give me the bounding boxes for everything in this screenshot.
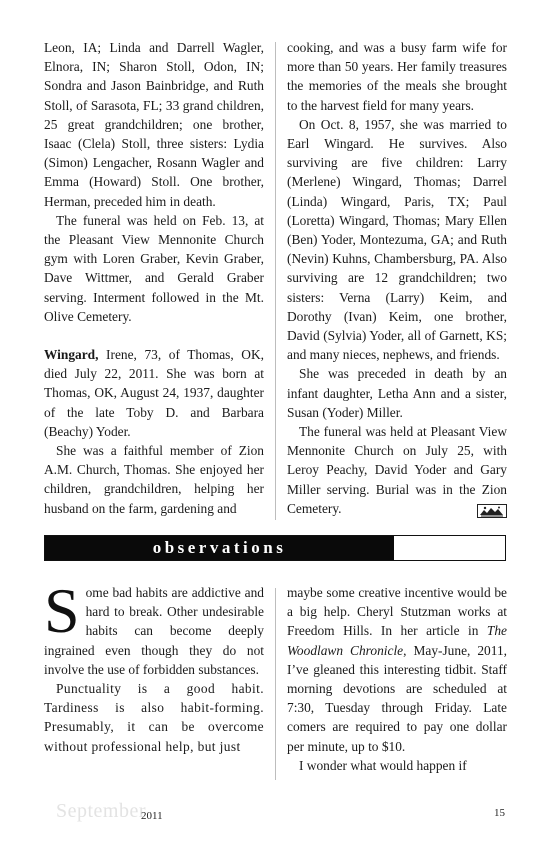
column-divider: [275, 42, 276, 520]
obituary-paragraph: She was preceded in death by an infant daughter, Letha Ann and a sister, Susan (Yoder) Miller.: [287, 366, 507, 420]
drop-cap: S: [44, 575, 80, 646]
section-banner: [44, 535, 506, 561]
page-number: 15: [494, 807, 505, 819]
obituary-text: Irene, 73, of Thomas, OK, died July 22, 2011. She was born at Thomas, OK, August 24, 1937, daughter of the late Toby D. and Barbara (Beachy) Yoder.: [44, 347, 264, 439]
article-column-left: [44, 575, 264, 756]
article-column-right: [287, 583, 507, 775]
article-paragraph: Punctuality is a good habit. Tardiness is also habit-forming. Presumably, it can be overcome without professional help, but just: [44, 681, 264, 754]
obituary-paragraph: Leon, IA; Linda and Darrell Wagler, Elnora, IN; Sharon Stoll, Odon, IN; Sondra and Jason Bainbridge, and Ruth Stoll, of Sarasota, FL; 33 grand children, 25 great grandchildren; one brother, Isaac (Clela) Stoll, three sisters: Lydia (Simon) Lengacher, Rosann Wagler and Emma (Howard) Stoll. One brother, Herman, preceded him in death.: [44, 40, 264, 209]
column-divider: [275, 588, 276, 780]
article-paragraph: [44, 575, 264, 679]
article-paragraph: I wonder what would happen if: [299, 757, 467, 773]
article-paragraph: [287, 583, 507, 756]
obituary-paragraph: The funeral was held on Feb. 13, at the Pleasant View Mennonite Church gym with Loren Graber, Kevin Graber, Dave Wittmer, and Gerald Graber serving. Interment followed in the Mt. Olive Cemetery.: [44, 212, 264, 324]
article-text: maybe some creative incentive would be a big help. Cheryl Stutzman works at Freedom Hills. In her article in: [287, 585, 507, 639]
obituary-column-right: [287, 38, 507, 518]
section-title: observations: [152, 538, 287, 557]
footer-month: September: [56, 800, 147, 822]
obituary-paragraph: [44, 345, 264, 441]
obituary-paragraph: She was a faithful member of Zion A.M. Church, Thomas. She enjoyed her children, grandchildren, helping her husband on the farm, gardening and: [44, 443, 264, 516]
article-text: , May-June, 2011, I’ve gleaned this interesting tidbit. Staff morning devotions are scheduled at 7:30, Tuesday through Friday. Late comers are required to pay one dollar per minute, up to $10.: [287, 642, 507, 754]
footer-year: 2011: [141, 810, 163, 822]
publication-title: The Woodlawn Chronicle: [287, 623, 507, 658]
article-text: ome bad habits are addictive and hard to break. Other undesirable habits can become deeply ingrained even though they do not involve the use of forbidden substances.: [44, 585, 264, 677]
obituary-name: Wingard,: [44, 347, 99, 363]
end-ornament-icon: [477, 504, 507, 518]
obituary-paragraph: cooking, and was a busy farm wife for more than 50 years. Her family treasures the memories of the meals she brought to the harvest field for many years.: [287, 40, 507, 113]
obituary-paragraph: The funeral was held at Pleasant View Mennonite Church on July 25, with Leroy Peachy, David Yoder and Gary Miller serving. Burial was in the Zion Cemetery.: [287, 424, 507, 516]
obituary-paragraph: On Oct. 8, 1957, she was married to Earl Wingard. He survives. Also surviving are five children: Larry (Merlene) Wingard, Thomas; Darrel (Linda) Wingard, Paris, TX; Paul (Loretta) Wingard, Thomas; Mary Ellen (Ben) Yoder, Montezuma, GA; and Ruth (Nevin) Kuhns, Chambersburg, PA. Also surviving are 12 grandchildren; two sisters: Verna (Larry) Keim, and Dorothy (Ivan) Keim, one brother, David (Sylvia) Yoder, all of Garnett, KS; and many nieces, nephews, and friends.: [287, 116, 507, 363]
obituary-column-left: [44, 38, 264, 518]
